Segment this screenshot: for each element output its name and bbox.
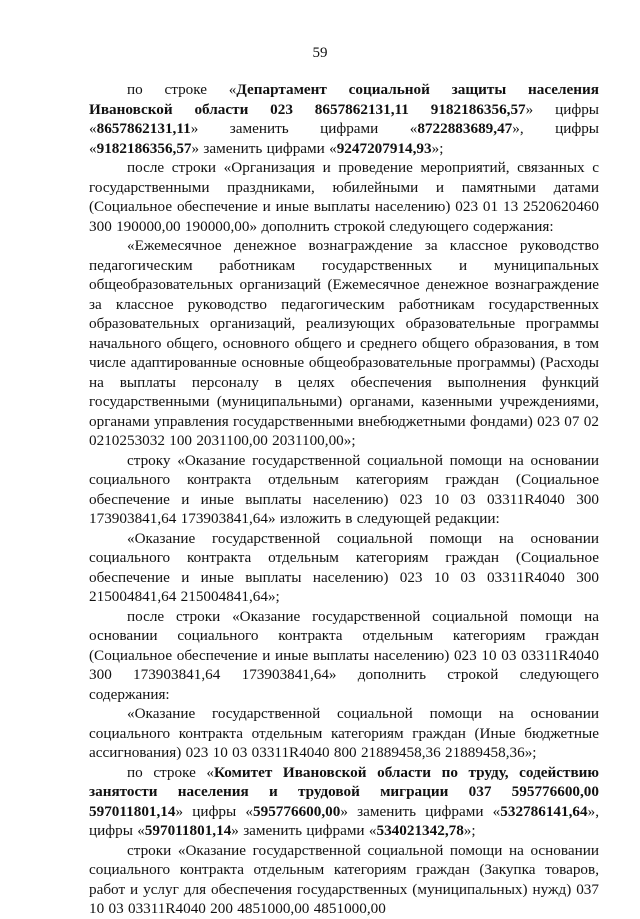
text-run: строки «Оказание государственной социальной помощи на основании социального контракта отдельным категориям граждан (Закупка товаров, работ и услуг для обеспечения государственных (муниципальных) нужд) 037 10 03 03311R4040 200 4851000,00 4851000,00 bbox=[89, 841, 599, 917]
bold-text: 8722883689,47 bbox=[417, 120, 513, 137]
bold-text: 8657862131,11 bbox=[96, 120, 191, 137]
bold-text: 9182186356,57 bbox=[96, 139, 192, 157]
bold-text: 595776600,00 bbox=[253, 802, 341, 820]
text-run: строку «Оказание государственной социальной помощи на основании социального контракта отдельным категориям граждан (Социальное обеспечение и иные выплаты населению) 023 10 03 03311R4040 300 173903841,64 173903841,64» изложить в следующей редакции: bbox=[89, 451, 599, 527]
document-body bbox=[89, 80, 599, 919]
paragraph bbox=[89, 841, 599, 919]
text-run: «Оказание государственной социальной помощи на основании социального контракта отдельным категориям граждан (Иные бюджетные ассигнования) 023 10 03 03311R4040 800 21889458,36 21889458,36»; bbox=[89, 705, 599, 761]
bold-text: Департамент социальной защиты населения Ивановской области 023 8657862131,11 9182186356,57 bbox=[89, 81, 600, 118]
text-run: по строке « bbox=[127, 81, 237, 98]
bold-text: 534021342,78 bbox=[376, 822, 464, 839]
page-number: 59 bbox=[312, 45, 328, 61]
text-run: », цифры « bbox=[89, 802, 599, 839]
paragraph bbox=[89, 236, 599, 451]
text-run: »; bbox=[463, 822, 476, 839]
text-run: «Ежемесячное денежное вознаграждение за классное руководство педагогическим работникам государственных и муниципальных общеобразовательных организаций (Ежемесячное денежное вознаграждение за классное руководство педагогическим работникам государственных образовательных организаций, реализующих образовательные программы начального общего, основного общего и среднего общего образования, в том числе адаптированные основные общеобразовательные программы) (Расходы на выплаты персоналу в целях обеспечения выполнения функций государственными (муниципальными) органами, казенными учреждениями, органами управления государственными внебюджетными фондами) 023 07 02 0210253032 100 2031100,00 2031100,00»; bbox=[89, 237, 599, 449]
text-run: по строке « bbox=[127, 763, 214, 781]
paragraph bbox=[89, 704, 599, 763]
bold-text: 9247207914,93 bbox=[336, 139, 432, 157]
paragraph bbox=[89, 80, 599, 158]
paragraph bbox=[89, 529, 599, 607]
text-run: после строки «Оказание государственной социальной помощи на основании социального контракта отдельным категориям граждан (Социальное обеспечение и иные выплаты населению) 023 10 03 03311R4040 300 173903841,64 173903841,64» дополнить строкой следующего содержания: bbox=[89, 607, 599, 703]
paragraph bbox=[89, 158, 599, 236]
bold-text: 532786141,64 bbox=[500, 802, 588, 820]
text-run: после строки «Организация и проведение мероприятий, связанных с государственными праздниками, юбилейными и памятными датами (Социальное обеспечение и иные выплаты населению) 023 01 13 2520620460 300 190000,00 190000,00» дополнить строкой следующего содержания: bbox=[89, 159, 599, 235]
text-run: »; bbox=[431, 139, 444, 157]
text-run: «Оказание государственной социальной помощи на основании социального контракта отдельным категориям граждан (Социальное обеспечение и иные выплаты населению) 023 10 03 03311R4040 300 215004841,64 215004841,64»; bbox=[89, 529, 599, 605]
bold-text: 597011801,14 bbox=[144, 822, 232, 839]
text-run: » заменить цифрами « bbox=[231, 822, 377, 839]
paragraph bbox=[89, 607, 599, 705]
text-run: » заменить цифрами « bbox=[340, 802, 501, 820]
bold-text: Комитет Ивановской области по труду, содействию занятости населения и трудовой миграции 037 595776600,00 597011801,14 bbox=[89, 763, 600, 820]
paragraph bbox=[89, 451, 599, 529]
text-run: » заменить цифрами « bbox=[190, 120, 418, 137]
paragraph bbox=[89, 763, 599, 841]
text-run: », цифры « bbox=[89, 120, 599, 157]
text-run: » цифры « bbox=[175, 802, 254, 820]
text-run: » цифры « bbox=[89, 100, 599, 137]
text-run: » заменить цифрами « bbox=[191, 139, 337, 157]
